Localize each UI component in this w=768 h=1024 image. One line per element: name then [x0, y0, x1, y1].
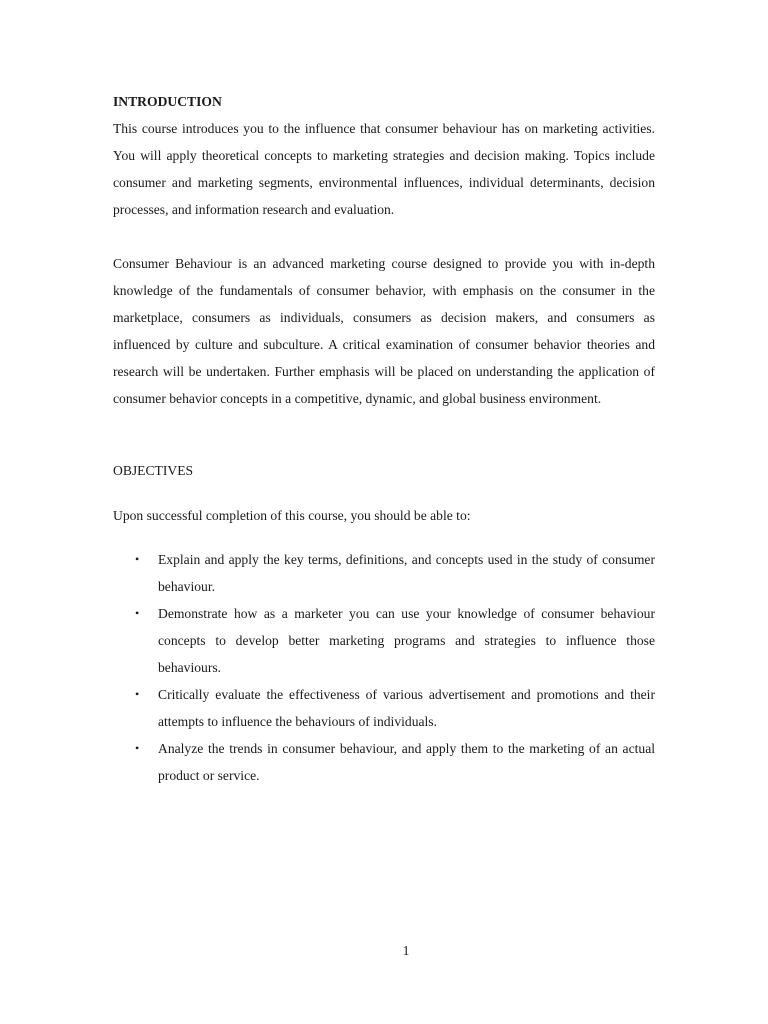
page-content — [113, 88, 655, 789]
objectives-heading: OBJECTIVES — [113, 463, 194, 478]
bullet-icon: • — [135, 687, 140, 701]
bullet-icon: • — [135, 552, 140, 566]
list-item — [113, 546, 655, 600]
introduction-paragraph-1: This course introduces you to the influence that consumer behaviour has on marketing activities. You will apply theoretical concepts to marketing strategies and decision making. Topics include consumer and marketing segments, environmental influences, individual determinants, decision processes, and information research and evaluation. — [113, 121, 655, 217]
objective-text: Critically evaluate the effectiveness of various advertisement and promotions and their attempts to influence the behaviours of individuals. — [158, 687, 655, 729]
objective-text: Explain and apply the key terms, definitions, and concepts used in the study of consumer behaviour. — [158, 552, 655, 594]
introduction-heading: INTRODUCTION — [113, 94, 222, 109]
bullet-icon: • — [135, 741, 140, 755]
objectives-list — [113, 546, 655, 789]
objective-text: Analyze the trends in consumer behaviour, and apply them to the marketing of an actual product or service. — [158, 741, 655, 783]
bullet-icon: • — [135, 606, 140, 620]
list-item — [113, 735, 655, 789]
objectives-section — [113, 457, 655, 789]
objectives-intro: Upon successful completion of this course, you should be able to: — [113, 508, 471, 523]
list-item — [113, 600, 655, 681]
objective-text: Demonstrate how as a marketer you can use your knowledge of consumer behaviour concepts to develop better marketing programs and strategies to influence those behaviours. — [158, 606, 655, 675]
list-item — [113, 681, 655, 735]
page-number: 1 — [402, 943, 410, 958]
introduction-paragraph-2: Consumer Behaviour is an advanced marketing course designed to provide you with in-depth knowledge of the fundamentals of consumer behavior, with emphasis on the consumer in the marketplace, consumers as individuals, consumers as decision makers, and consumers as influenced by culture and subculture. A critical examination of consumer behavior theories and research will be undertaken. Further emphasis will be placed on understanding the application of consumer behavior concepts in a competitive, dynamic, and global business environment. — [113, 256, 655, 406]
introduction-section — [113, 88, 655, 412]
